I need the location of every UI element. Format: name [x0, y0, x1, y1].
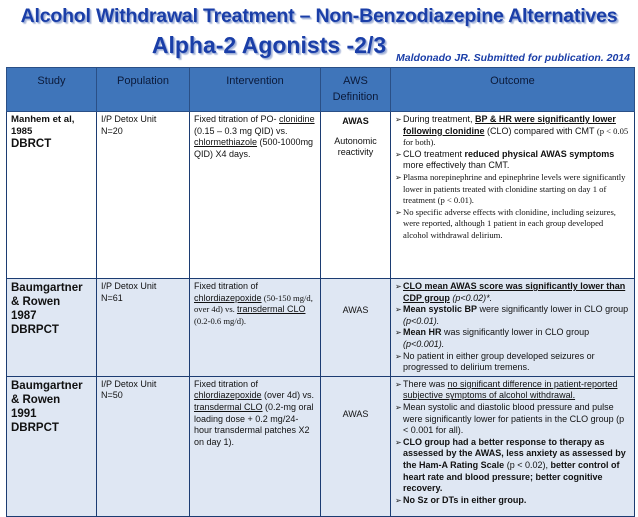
bullet-arrow-icon: ➢	[395, 207, 402, 217]
table-row	[7, 112, 635, 279]
study-design: DBRPCT	[11, 324, 59, 336]
aws-cell	[321, 376, 391, 516]
population-setting: I/P Detox Unit	[101, 378, 157, 389]
aws-scale: AWAS	[342, 408, 369, 419]
outcome-item: ➢ No Sz or DTs in either group.	[395, 494, 527, 505]
aws-cell	[321, 279, 391, 377]
drug-clonidine: clonidine	[279, 114, 315, 124]
study-design: DBRCT	[11, 138, 52, 151]
outcome-item: ➢ Mean systolic and diastolic blood pressure and pulse were significantly lower for patients in the CLO group (p < 0.001 for all).	[395, 401, 625, 436]
study-cell	[7, 112, 97, 279]
intervention-dose: (0.2-mg oral loading dose + 0.2 mg/24-hour transdermal patches X2 on day 1).	[194, 401, 314, 447]
intervention-dose: (0.15 – 0.3 mg QID) vs.	[194, 125, 288, 136]
outcome-item: ➢ Plasma norepinephrine and epinephrine levels were significantly lower in patients treated with clonidine starting on day 1 of treatment (p < 0.01).	[395, 171, 626, 206]
column-header-intervention: Intervention	[190, 68, 321, 112]
study-authors: Manhem et al,	[11, 114, 75, 125]
study-authors-2: & Rowen	[11, 296, 61, 308]
bullet-arrow-icon: ➢	[395, 328, 402, 338]
drug-chlordiazepoxide: chlordiazepoxide	[194, 390, 262, 401]
outcome-cell	[391, 112, 635, 279]
drug-transdermal-clonidine: transdermal CLO	[194, 401, 263, 412]
study-year: 1987	[11, 310, 37, 322]
bullet-arrow-icon: ➢	[395, 495, 402, 505]
table-header-row	[7, 68, 635, 112]
column-header-study: Study	[7, 68, 97, 112]
drug-chlordiazepoxide: chlordiazepoxide	[194, 292, 262, 303]
outcome-item: ➢ CLO group had a better response to therapy as assessed by the AWAS, less anxiety as assessed by the Ham-A Rating Scale (p < 0.02), better control of heart rate and blood pressure; better cognitive recovery.	[395, 436, 626, 494]
study-year: 1985	[11, 125, 33, 137]
study-authors: Baumgartner	[11, 379, 83, 392]
intervention-dose: (0.2-0.6 mg/d).	[194, 315, 247, 326]
population-size: N=20	[101, 125, 123, 136]
intervention-dose: (50-150 mg/d, over 4d) vs.	[194, 292, 313, 315]
drug-transdermal-clonidine: transdermal CLO	[236, 304, 306, 315]
study-cell	[7, 279, 97, 377]
bullet-arrow-icon: ➢	[395, 305, 402, 315]
slide-subtitle: Alpha-2 Agonists -2/3	[151, 32, 387, 58]
study-design: DBRPCT	[11, 421, 59, 434]
study-cell	[7, 376, 97, 516]
outcome-cell	[391, 279, 635, 377]
population-size: N=50	[101, 390, 123, 401]
aws-scale: AWAS	[342, 305, 369, 315]
intervention-dose: (over 4d) vs.	[261, 390, 315, 401]
bullet-arrow-icon: ➢	[395, 282, 402, 291]
slide-title: Alcohol Withdrawal Treatment – Non-Benzodiazepine Alternatives	[20, 5, 618, 27]
intervention-text: Fixed titration of PO-	[194, 114, 277, 124]
population-size: N=61	[101, 292, 123, 303]
intervention-text: Fixed titration of	[194, 378, 259, 389]
column-header-aws-definition: AWS Definition	[321, 68, 391, 112]
intervention-cell	[190, 279, 321, 377]
intervention-text: Fixed titration of	[194, 281, 259, 291]
outcome-item: ➢ There was no significant difference in patient-reported subjective symptoms of alcohol withdrawal.	[395, 378, 618, 401]
study-year: 1991	[11, 407, 37, 420]
outcome-item: ➢ No patient in either group developed seizures or progressed to delirium tremens.	[395, 350, 595, 373]
study-authors-2: & Rowen	[11, 393, 61, 406]
table-row	[7, 279, 635, 377]
bullet-arrow-icon: ➢	[395, 379, 402, 389]
bullet-arrow-icon: ➢	[395, 437, 402, 447]
population-setting: I/P Detox Unit	[101, 281, 157, 291]
bullet-arrow-icon: ➢	[395, 115, 402, 124]
study-authors: Baumgartner	[11, 282, 83, 294]
bullet-arrow-icon: ➢	[395, 172, 402, 182]
bullet-arrow-icon: ➢	[395, 351, 402, 361]
table-row	[7, 376, 635, 516]
outcome-item: ➢ Mean systolic BP were significantly lower in CLO group (p<0.01).	[395, 304, 629, 326]
outcome-item: ➢ CLO mean AWAS score was significantly lower than CDP group (p<0.02)*.	[395, 281, 626, 303]
studies-table	[6, 67, 635, 517]
outcome-item: ➢ CLO treatment reduced physical AWAS symptoms more effectively than CMT.	[395, 148, 615, 171]
column-header-outcome: Outcome	[391, 68, 635, 112]
bullet-arrow-icon: ➢	[395, 402, 402, 412]
column-header-population: Population	[97, 68, 190, 112]
outcome-item: ➢ No specific adverse effects with clonidine, including seizures, were reported, although 1 patient in each group developed alcohol withdrawal delirium.	[395, 206, 616, 240]
drug-chlormethiazole: chlormethiazole	[194, 137, 258, 148]
aws-cell	[321, 112, 391, 279]
citation: Maldonado JR. Submitted for publication. 2014	[396, 52, 630, 64]
intervention-cell	[190, 376, 321, 516]
aws-scale: AWAS	[342, 116, 369, 126]
aws-note: Autonomic reactivity	[334, 135, 377, 158]
bullet-arrow-icon: ➢	[395, 149, 402, 159]
population-cell	[97, 279, 190, 377]
outcome-item: ➢ During treatment, BP & HR were significantly lower following clonidine (CLO) compared with CMT (p < 0.05 for both).	[395, 114, 629, 148]
population-cell	[97, 112, 190, 279]
outcome-item: ➢ Mean HR was significantly lower in CLO group (p<0.001).	[395, 327, 590, 349]
population-cell	[97, 376, 190, 516]
intervention-cell	[190, 112, 321, 279]
population-setting: I/P Detox Unit	[101, 114, 157, 124]
outcome-cell	[391, 376, 635, 516]
intervention-dose: (500-1000mg QID) X4 days.	[194, 137, 314, 159]
